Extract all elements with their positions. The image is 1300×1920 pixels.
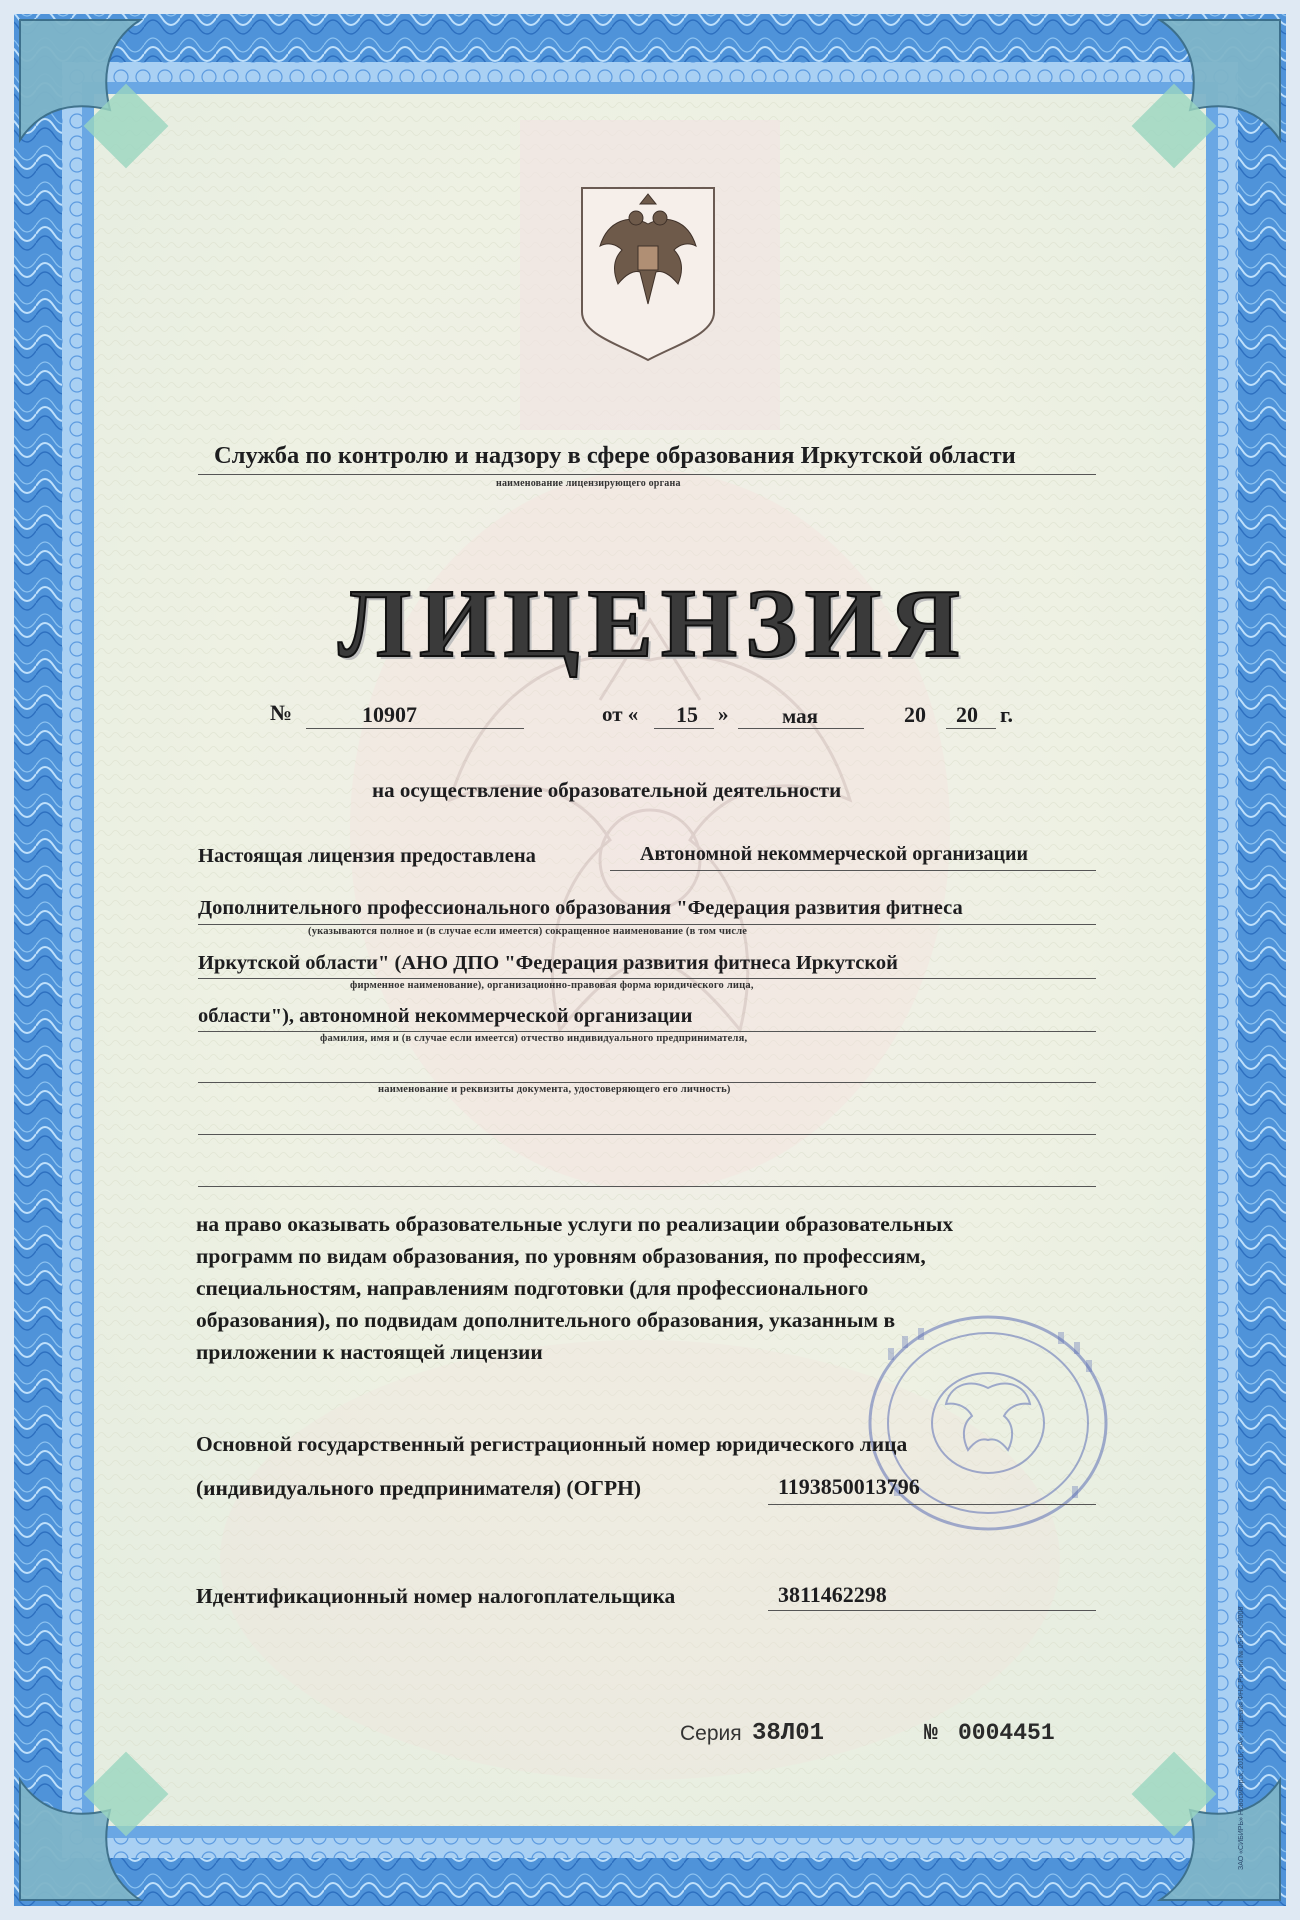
license-month: мая xyxy=(782,704,819,728)
licensee-caption-1: (указываются полное и (в случае если имеется) сокращенное наименование (в том числе xyxy=(308,926,748,937)
day-underline xyxy=(654,728,714,729)
licensee-line-2: Дополнительного профессионального образования "Федерация развития фитнеса xyxy=(198,897,963,919)
inn-value: 3811462298 xyxy=(778,1582,887,1607)
licensee-caption-4: наименование и реквизиты документа, удостоверяющего его личность) xyxy=(378,1084,731,1095)
number-label: № xyxy=(270,700,293,725)
date-from-label: от « xyxy=(602,702,639,726)
licensee-underline-3 xyxy=(198,978,1096,979)
year-prefix: 20 xyxy=(904,702,926,727)
ogrn-underline xyxy=(768,1504,1096,1505)
month-underline xyxy=(738,728,864,729)
year-suffix: 20 xyxy=(956,702,978,727)
rights-line-3: специальностям, направлениям подготовки (для профессионального xyxy=(196,1276,869,1300)
series-value: 38Л01 xyxy=(752,1720,825,1747)
authority-underline xyxy=(198,474,1096,475)
coat-of-arms-emblem xyxy=(578,184,718,362)
licensee-line-4: области"), автономной некоммерческой организации xyxy=(198,1005,693,1027)
licensee-underline-1 xyxy=(610,870,1096,871)
licensee-intro: Настоящая лицензия предоставлена xyxy=(198,845,536,867)
licensee-caption-3: фамилия, имя и (в случае если имеется) отчество индивидуального предпринимателя, xyxy=(320,1033,748,1044)
blank-number-label: № xyxy=(924,1720,938,1746)
blank-serial-number: 0004451 xyxy=(958,1720,1055,1746)
license-day: 15 xyxy=(676,702,698,727)
licensee-underline-7 xyxy=(198,1186,1096,1187)
rights-line-4: образования), по подвидам дополнительного образования, указанным в xyxy=(196,1308,896,1332)
inn-label: Идентификационный номер налогоплательщика xyxy=(196,1584,676,1608)
ogrn-label-line-2: (индивидуального предпринимателя) (ОГРН) xyxy=(196,1476,641,1500)
license-number: 10907 xyxy=(362,702,417,727)
authority-caption: наименование лицензирующего органа xyxy=(496,478,681,489)
rights-line-2: программ по видам образования, по уровням образования, по профессиям, xyxy=(196,1244,926,1268)
year-label: г. xyxy=(1000,702,1014,727)
licensing-authority-name: Служба по контролю и надзору в сфере образования Иркутской области xyxy=(214,442,1016,469)
series-label: Серия xyxy=(680,1722,742,1745)
document-title: ЛИЦЕНЗИЯ xyxy=(338,570,968,678)
ogrn-value: 1193850013796 xyxy=(778,1474,920,1499)
year-underline xyxy=(946,728,996,729)
printer-mark: ЗАО «СИБИРЬ» Новосибирск, 2016, «А», Лицензия ФНС России № 05-03-09/008 xyxy=(1238,1606,1245,1870)
printer-mark-container xyxy=(1228,1606,1245,1870)
rights-line-1: на право оказывать образовательные услуги по реализации образовательных xyxy=(196,1212,954,1236)
license-purpose: на осуществление образовательной деятельности xyxy=(372,778,842,802)
licensee-underline-2 xyxy=(198,924,1096,925)
rights-line-5: приложении к настоящей лицензии xyxy=(196,1340,543,1364)
licensee-underline-5 xyxy=(198,1082,1096,1083)
ogrn-label-line-1: Основной государственный регистрационный номер юридического лица xyxy=(196,1432,908,1456)
licensee-line-1: Автономной некоммерческой организации xyxy=(640,843,1029,865)
inn-underline xyxy=(768,1610,1096,1611)
number-underline xyxy=(306,728,524,729)
licensee-caption-2: фирменное наименование), организационно-правовая форма юридического лица, xyxy=(350,980,754,991)
licensee-line-3: Иркутской области" (АНО ДПО "Федерация развития фитнеса Иркутской xyxy=(198,952,898,974)
date-close-quote: » xyxy=(718,702,729,726)
licensee-underline-4 xyxy=(198,1031,1096,1032)
licensee-underline-6 xyxy=(198,1134,1096,1135)
